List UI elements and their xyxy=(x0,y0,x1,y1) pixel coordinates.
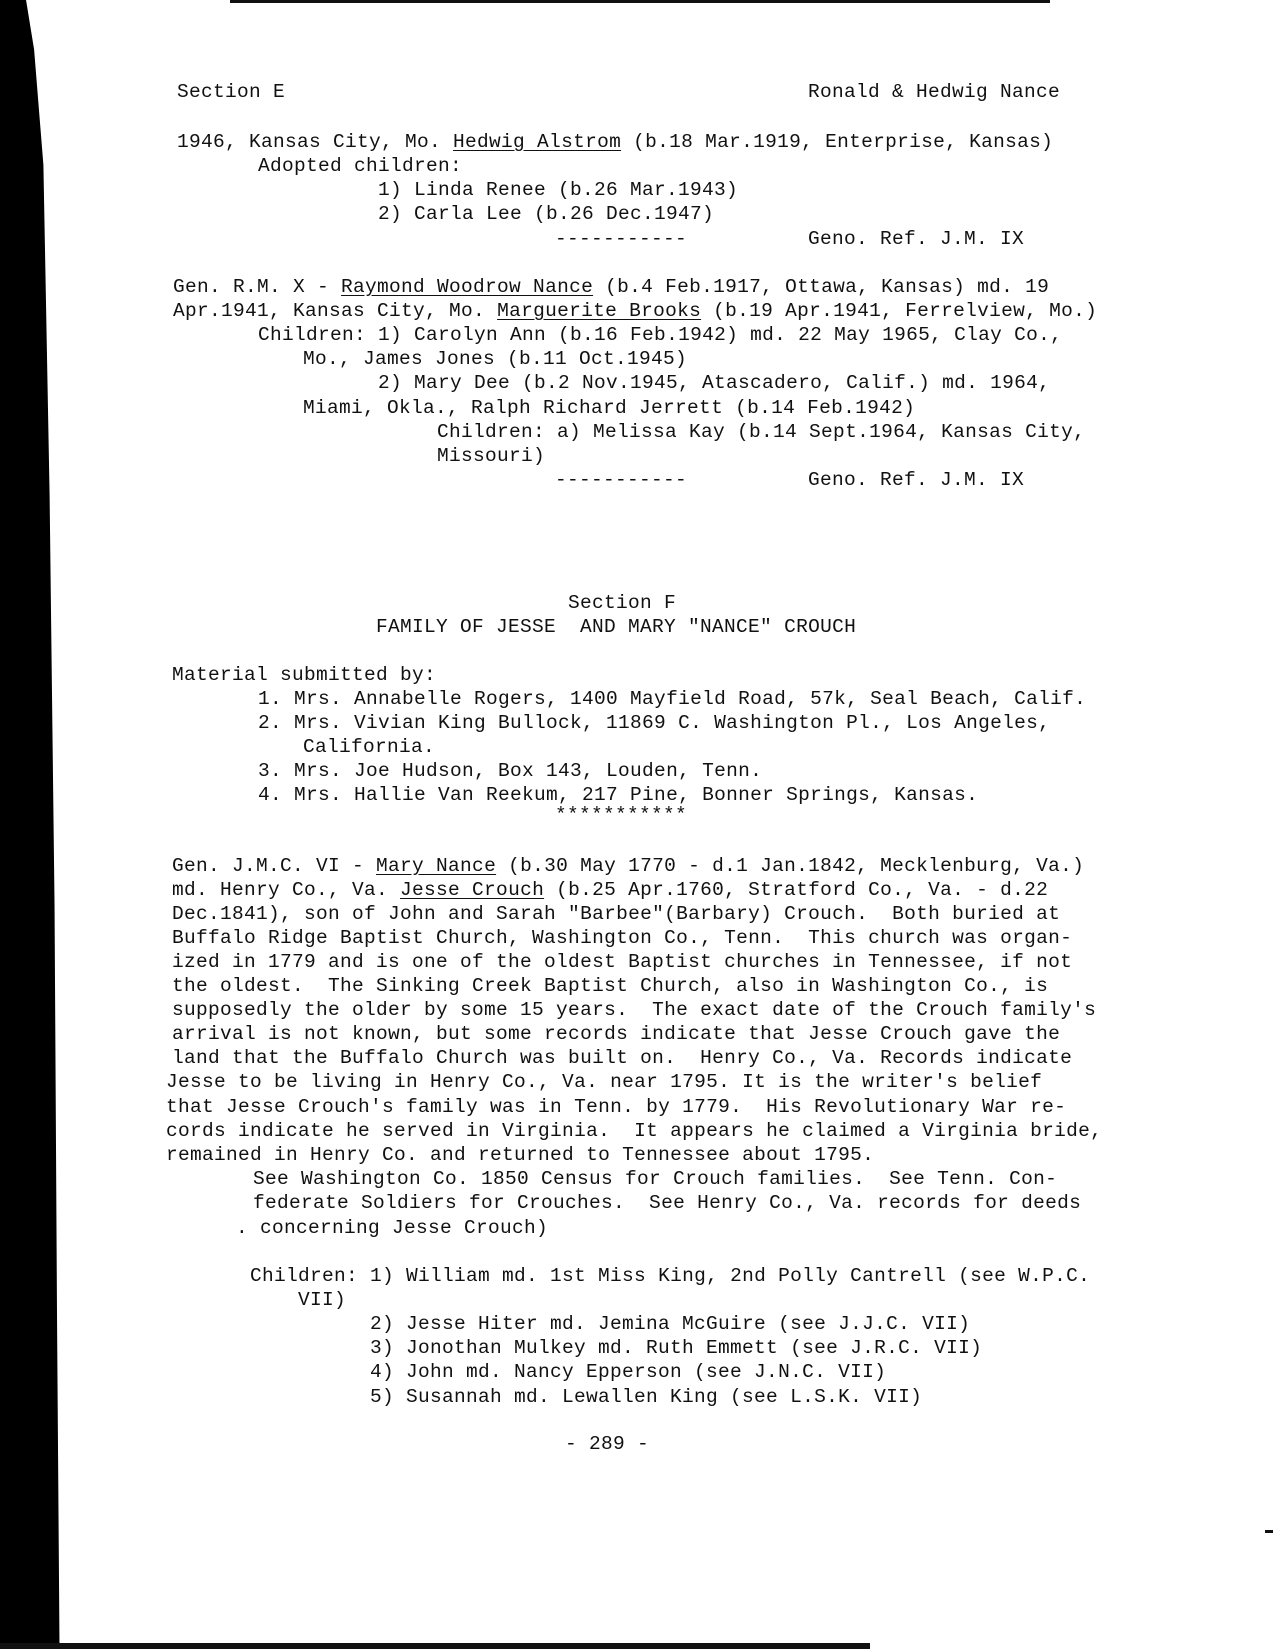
children-line: 4) John md. Nancy Epperson (see J.N.C. VII) xyxy=(370,1361,887,1383)
paragraph-line: Dec.1841), son of John and Sarah "Barbee"(Barbary) Crouch. Both buried at xyxy=(172,903,1061,925)
children-line: Mo., James Jones (b.11 Oct.1945) xyxy=(303,348,688,370)
paragraph-line: Jesse to be living in Henry Co., Va. near 1795. It is the writer's belief xyxy=(166,1071,1043,1093)
paragraph-line: arrival is not known, but some records indicate that Jesse Crouch gave the xyxy=(172,1023,1061,1045)
children-line: Children: 1) William md. 1st Miss King, 2nd Polly Cantrell (see W.P.C. xyxy=(250,1265,1091,1287)
text: Gen. J.M.C. VI - xyxy=(172,855,377,877)
text: Gen. R.M. X - xyxy=(173,276,342,298)
child-line: 2) Carla Lee (b.26 Dec.1947) xyxy=(378,203,715,225)
children-line: 2) Jesse Hiter md. Jemina McGuire (see J.J.C. VII) xyxy=(370,1313,971,1335)
text: (b.19 Apr.1941, Ferrelview, Mo.) xyxy=(701,300,1098,322)
separator-dashes: ----------- xyxy=(555,469,688,491)
header-left: Section E xyxy=(177,81,286,103)
text: md. Henry Co., Va. xyxy=(172,879,401,901)
children-line: Children: 1) Carolyn Ann (b.16 Feb.1942) md. 22 May 1965, Clay Co., xyxy=(258,324,1063,346)
paragraph-line: remained in Henry Co. and returned to Tennessee about 1795. xyxy=(166,1144,875,1166)
adopted-label: Adopted children: xyxy=(258,155,463,177)
person-name: Mary Nance xyxy=(376,855,497,877)
geno-ref: Geno. Ref. J.M. IX xyxy=(808,469,1025,491)
grandchildren-line: Children: a) Melissa Kay (b.14 Sept.1964, Kansas City, xyxy=(437,421,1086,443)
entry-line xyxy=(172,854,1084,878)
text: 1946, Kansas City, Mo. xyxy=(177,131,454,153)
submitted-label: Material submitted by: xyxy=(172,664,437,686)
scan-top-line xyxy=(230,0,1050,3)
submitter-item: 1. Mrs. Annabelle Rogers, 1400 Mayfield Road, 57k, Seal Beach, Calif. xyxy=(258,688,1087,710)
text: (b.4 Feb.1917, Ottawa, Kansas) md. 19 xyxy=(593,276,1050,298)
separator-stars: *********** xyxy=(555,804,688,826)
spouse-name: Marguerite Brooks xyxy=(497,300,702,322)
children-line: 2) Mary Dee (b.2 Nov.1945, Atascadero, Calif.) md. 1964, xyxy=(378,372,1051,394)
header-right: Ronald & Hedwig Nance xyxy=(808,81,1061,103)
note-line: See Washington Co. 1850 Census for Crouch families. See Tenn. Con- xyxy=(253,1168,1058,1190)
entry-line xyxy=(177,130,1053,154)
child-line: 1) Linda Renee (b.26 Mar.1943) xyxy=(378,179,739,201)
entry-line xyxy=(173,275,1049,299)
submitter-item: 4. Mrs. Hallie Van Reekum, 217 Pine, Bonner Springs, Kansas. xyxy=(258,784,979,806)
separator-dashes: ----------- xyxy=(555,228,688,250)
spouse-name: Jesse Crouch xyxy=(400,879,545,901)
scan-edge-shadow xyxy=(0,0,62,1649)
text: (b.25 Apr.1760, Stratford Co., Va. - d.22 xyxy=(544,879,1049,901)
submitter-item: California. xyxy=(303,736,436,758)
section-title: Section F xyxy=(568,592,677,614)
note-line: . concerning Jesse Crouch) xyxy=(236,1217,549,1239)
scan-bottom-line xyxy=(0,1643,870,1649)
note-line: federate Soldiers for Crouches. See Henry Co., Va. records for deeds xyxy=(253,1192,1082,1214)
paragraph-line: cords indicate he served in Virginia. It appears he claimed a Virginia bride, xyxy=(166,1120,1103,1142)
person-name: Raymond Woodrow Nance xyxy=(341,276,594,298)
paragraph-line: land that the Buffalo Church was built on. Henry Co., Va. Records indicate xyxy=(172,1047,1073,1069)
submitter-item: 3. Mrs. Joe Hudson, Box 143, Louden, Tenn. xyxy=(258,760,763,782)
geno-ref: Geno. Ref. J.M. IX xyxy=(808,228,1025,250)
children-line: 5) Susannah md. Lewallen King (see L.S.K. VII) xyxy=(370,1386,923,1408)
page-number: - 289 - xyxy=(565,1433,650,1455)
submitter-item: 2. Mrs. Vivian King Bullock, 11869 C. Washington Pl., Los Angeles, xyxy=(258,712,1051,734)
children-line: Miami, Okla., Ralph Richard Jerrett (b.14 Feb.1942) xyxy=(303,397,916,419)
scan-right-mark xyxy=(1265,1530,1273,1533)
paragraph-line: Buffalo Ridge Baptist Church, Washington Co., Tenn. This church was organ- xyxy=(172,927,1073,949)
entry-line xyxy=(173,299,1097,323)
spouse-name: Hedwig Alstrom xyxy=(453,131,622,153)
entry-line xyxy=(172,878,1048,902)
paragraph-line: supposedly the older by some 15 years. The exact date of the Crouch family's xyxy=(172,999,1097,1021)
children-line: 3) Jonothan Mulkey md. Ruth Emmett (see J.R.C. VII) xyxy=(370,1337,983,1359)
paragraph-line: the oldest. The Sinking Creek Baptist Church, also in Washington Co., is xyxy=(172,975,1049,997)
section-subtitle: FAMILY OF JESSE AND MARY "NANCE" CROUCH xyxy=(376,616,857,638)
paragraph-line: ized in 1779 and is one of the oldest Baptist churches in Tennessee, if not xyxy=(172,951,1073,973)
text: (b.30 May 1770 - d.1 Jan.1842, Mecklenburg, Va.) xyxy=(496,855,1085,877)
children-line: VII) xyxy=(298,1289,347,1311)
text: (b.18 Mar.1919, Enterprise, Kansas) xyxy=(621,131,1054,153)
text: Apr.1941, Kansas City, Mo. xyxy=(173,300,498,322)
grandchildren-line: Missouri) xyxy=(437,445,546,467)
paragraph-line: that Jesse Crouch's family was in Tenn. by 1779. His Revolutionary War re- xyxy=(166,1096,1067,1118)
